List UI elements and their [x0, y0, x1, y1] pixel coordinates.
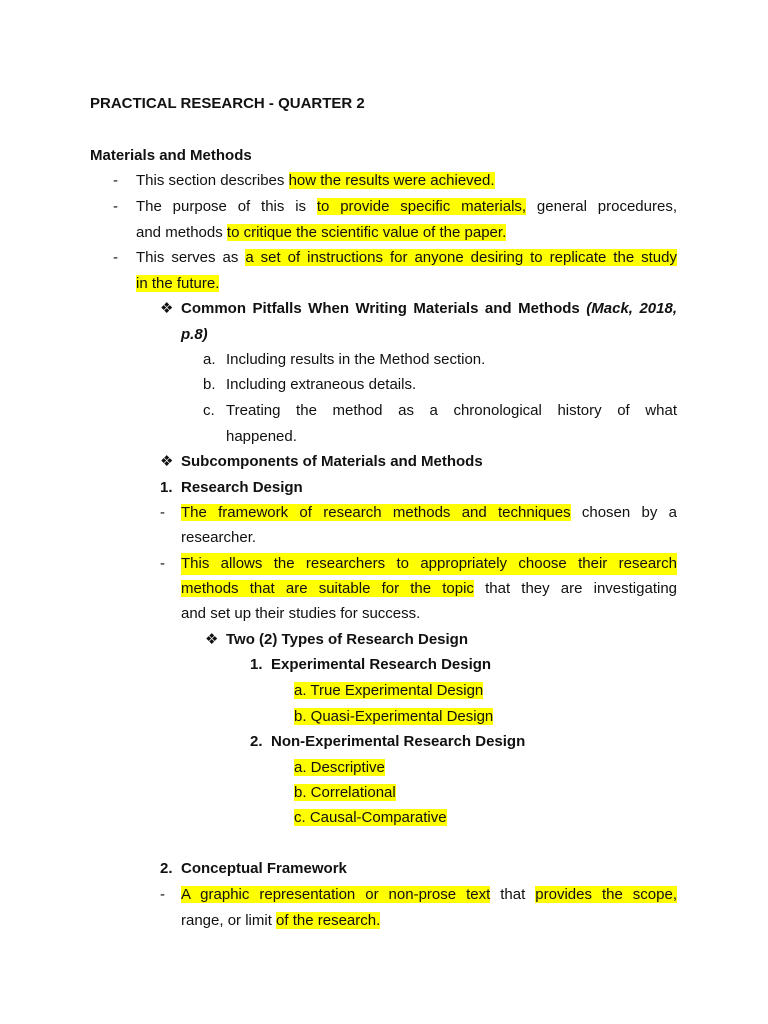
bullet-1-highlight: how the results were achieved.	[288, 172, 495, 189]
dash-marker: -	[113, 249, 118, 266]
dash-marker: -	[160, 555, 165, 572]
bullet-2-text-mid: general procedures,	[526, 198, 677, 215]
bullet-3-line-1	[136, 247, 677, 269]
conceptual-text: that	[490, 886, 536, 903]
list-number: 2.	[160, 860, 173, 877]
diamond-bullet-icon: ❖	[160, 453, 174, 470]
research-design-text: chosen by a	[570, 504, 677, 521]
non-experimental-item-text: a. Descriptive	[294, 759, 385, 776]
pitfalls-title: Common Pitfalls When Writing Materials and Methods	[181, 300, 587, 317]
list-number: 1.	[250, 656, 263, 673]
experimental-item-text: a. True Experimental Design	[294, 682, 484, 699]
conceptual-text-2: range, or limit	[181, 912, 277, 929]
conceptual-def-line-1	[181, 884, 677, 906]
pitfalls-citation-cont: p.8)	[181, 326, 208, 343]
research-design-def-1	[181, 502, 677, 524]
conceptual-highlight-1: A graphic representation or non-prose text	[181, 886, 491, 903]
experimental-item	[294, 706, 493, 728]
bullet-3-highlight-2: in the future.	[136, 275, 220, 292]
research-design-text-2: that they are investigating	[473, 580, 678, 597]
bullet-1	[136, 170, 495, 192]
non-experimental-item-text: c. Causal-Comparative	[294, 809, 447, 826]
bullet-2-line-2	[136, 222, 506, 244]
diamond-bullet-icon: ❖	[205, 631, 219, 648]
diamond-bullet-icon: ❖	[160, 300, 174, 317]
research-design-def-2-cont: and set up their studies for success.	[181, 605, 421, 622]
document-title: PRACTICAL RESEARCH - QUARTER 2	[90, 95, 365, 112]
list-number: 2.	[250, 733, 263, 750]
bullet-2-highlight-2: to critique the scientific value of the paper.	[226, 224, 507, 241]
pitfalls-heading-cont	[181, 324, 208, 346]
conceptual-heading: Conceptual Framework	[181, 860, 347, 877]
pitfall-letter: c.	[203, 402, 215, 419]
bullet-3-line-2	[136, 273, 219, 295]
experimental-item	[294, 680, 483, 702]
non-experimental-item	[294, 757, 385, 779]
dash-marker: -	[113, 172, 118, 189]
experimental-heading: Experimental Research Design	[271, 656, 492, 673]
research-design-highlight-2: This allows the researchers to appropriately choose their research	[181, 553, 677, 575]
pitfall-item-cont: happened.	[226, 428, 297, 445]
research-design-def-2	[181, 553, 677, 575]
bullet-3-text: This serves as	[136, 249, 246, 266]
pitfalls-citation: (Mack, 2018,	[586, 300, 678, 317]
non-experimental-item	[294, 782, 396, 804]
pitfall-letter: a.	[203, 351, 216, 368]
dash-marker: -	[113, 198, 118, 215]
experimental-item-text: b. Quasi-Experimental Design	[294, 708, 494, 725]
non-experimental-item-text: b. Correlational	[294, 784, 396, 801]
research-design-heading: Research Design	[181, 479, 303, 496]
pitfalls-heading	[181, 298, 677, 320]
research-design-highlight-3: methods that are suitable for the topic	[181, 580, 474, 597]
research-design-def-2-line-2	[181, 578, 677, 600]
conceptual-def-line-2	[181, 910, 380, 932]
bullet-1-text: This section describes	[136, 172, 289, 189]
pitfall-item: Including results in the Method section.	[226, 351, 486, 368]
non-experimental-item	[294, 807, 447, 829]
section-heading: Materials and Methods	[90, 147, 252, 164]
bullet-2-highlight-1: to provide specific materials,	[316, 198, 527, 215]
bullet-2-text: The purpose of this is	[136, 198, 317, 215]
research-design-def-1-cont: researcher.	[181, 529, 257, 546]
bullet-3-highlight-1: a set of instructions for anyone desiring to replicate the study	[245, 249, 677, 266]
subcomponents-heading: Subcomponents of Materials and Methods	[181, 453, 483, 470]
dash-marker: -	[160, 886, 165, 903]
conceptual-highlight-2: provides the scope,	[535, 886, 678, 903]
types-heading: Two (2) Types of Research Design	[226, 631, 468, 648]
research-design-highlight: The framework of research methods and techniques	[181, 504, 571, 521]
bullet-2-text-2: and methods	[136, 224, 227, 241]
bullet-2-line-1	[136, 196, 677, 218]
conceptual-highlight-3: of the research.	[276, 912, 381, 929]
dash-marker: -	[160, 504, 165, 521]
pitfall-item: Including extraneous details.	[226, 376, 417, 393]
list-number: 1.	[160, 479, 173, 496]
pitfall-item: Treating the method as a chronological history of what	[226, 402, 677, 419]
non-experimental-heading: Non-Experimental Research Design	[271, 733, 526, 750]
pitfall-letter: b.	[203, 376, 216, 393]
